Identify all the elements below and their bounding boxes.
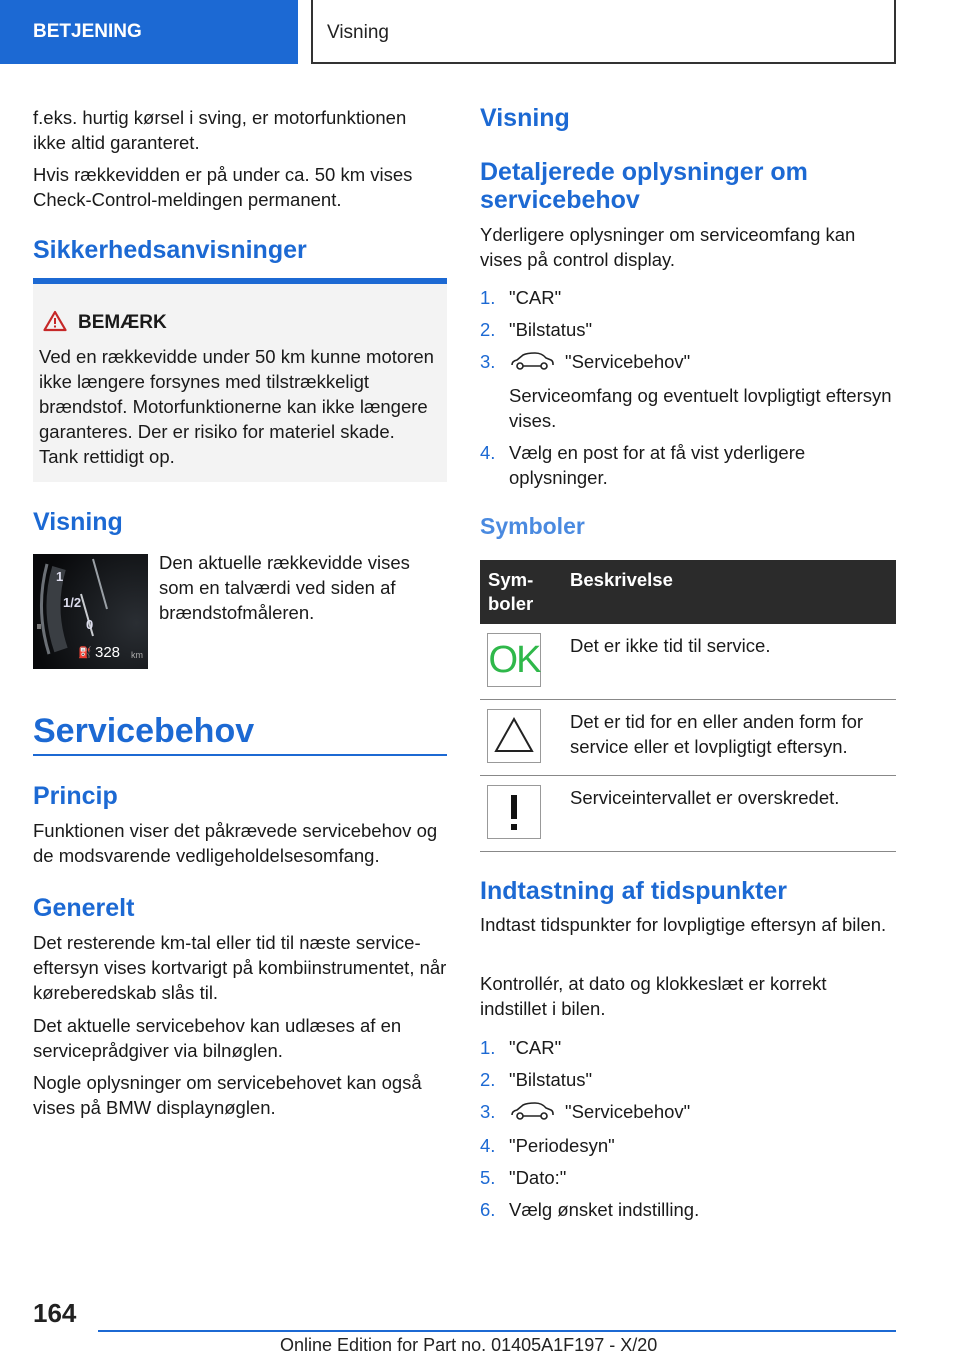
list-number: 4.: [480, 441, 496, 463]
safety-heading: Sikkerhedsanvisninger: [33, 236, 307, 264]
list-text: "Dato:": [509, 1166, 567, 1188]
input-paragraph-1: Indtast tidspunkter for lovpligtige eftersyn af bilen.: [480, 914, 887, 935]
symbols-heading: Symboler: [480, 513, 585, 539]
list-number: 1.: [480, 287, 496, 308]
intro-paragraph-1: f.eks. hurtig kørsel i sving, er motorfunktionen ikke altid garanteret.: [33, 107, 407, 153]
list-item: [480, 1099, 900, 1126]
exclamation-icon: [487, 785, 541, 839]
principle-text: Funktionen viser det påkrævede servicebehov og de modsvarende vedligeholdelsesomfang.: [33, 820, 438, 866]
list-text: "CAR": [509, 1037, 562, 1058]
fuel-gauge-image: [33, 554, 148, 669]
list-item: [480, 1133, 900, 1158]
symbols-table: [480, 560, 896, 852]
display-text: Den aktuelle rækkevidde vises som en talværdi ved siden af brændstofmåleren.: [159, 552, 410, 623]
table-cell-description: Serviceintervallet er overskredet.: [570, 787, 840, 808]
general-paragraph-2: Det aktuelle servicebehov kan udlæses af en serviceрrådgiver via bilnøglen.: [33, 1015, 402, 1061]
gauge-label-0: 0: [86, 617, 94, 632]
list-text: "Bilstatus": [509, 1069, 593, 1090]
list-item: [480, 349, 900, 433]
input-heading: Indtastning af tidspunkter: [480, 877, 787, 905]
list-number: 1.: [480, 1037, 496, 1058]
table-header-description: Beskrivelse: [570, 569, 673, 590]
car-icon: [509, 351, 555, 376]
intro-paragraph-2: Hvis rækkevidden er på under ca. 50 km vises Check-Control-meldingen permanent.: [33, 164, 413, 210]
general-paragraph-1: Det resterende km-tal eller tid til næste service-eftersyn vises kortvarigt på kombiinstrumentet, når kørеberedskab slås til.: [33, 932, 447, 1003]
list-number: 3.: [480, 1101, 496, 1122]
list-item: [480, 285, 900, 310]
chapter-title: Visning: [311, 0, 896, 64]
detail-heading: Detaljerede oplysninger om servicebehov: [480, 158, 808, 214]
table-cell-description: Det er ikke tid til service.: [570, 635, 771, 656]
car-icon: [509, 1101, 555, 1126]
steps-list-2: [480, 1035, 900, 1229]
list-number: 2.: [480, 1069, 496, 1090]
range-value: 328: [95, 644, 121, 661]
list-text: "Bilstatus": [509, 319, 593, 340]
table-row: [480, 776, 896, 852]
table-header-symbols: Sym-boler: [488, 569, 534, 614]
list-text: "Periodesyn": [509, 1134, 615, 1156]
principle-heading: Princip: [33, 782, 118, 810]
section-tab: BETJENING: [0, 0, 298, 64]
ok-icon: [487, 633, 541, 687]
range-unit: km: [131, 650, 143, 660]
page-number: 164: [33, 1298, 77, 1328]
fuel-pump-icon: ⛽: [78, 647, 92, 659]
service-heading: Servicebehov: [33, 712, 255, 750]
gauge-label-half: 1/2: [63, 595, 82, 610]
list-number: 6.: [480, 1198, 496, 1220]
warning-box: [33, 278, 447, 482]
list-number: 3.: [480, 351, 496, 372]
list-number: 4.: [480, 1134, 496, 1156]
list-text: "Servicebehov": [565, 1101, 691, 1122]
list-text: Vælg ønsket indstilling.: [509, 1198, 700, 1220]
list-text: "Servicebehov": [565, 351, 691, 372]
table-row: [480, 624, 896, 700]
list-subtext: Serviceomfang og eventuelt lovpligtigt eftersyn vises.: [509, 384, 892, 431]
general-heading: Generelt: [33, 894, 135, 922]
list-number: 2.: [480, 319, 496, 340]
warning-text: Ved en rækkevidde under 50 km kunne motoren ikke længere forsynes med tilstrækkeligt brændstof. Motorfunktionerne kan ikke længere garanteres. Der er risiko for materiel skade. Tank rettidigt op.: [39, 346, 434, 467]
warning-triangle-icon: [43, 310, 67, 337]
table-cell-description: Det er tid for en eller anden form for service eller et lovpligtigt eftersyn.: [570, 711, 864, 757]
display-heading: Visning: [33, 508, 123, 536]
footer-rule: [98, 1330, 896, 1332]
list-item: [480, 1165, 900, 1190]
list-number: 5.: [480, 1166, 496, 1188]
ok-icon-text: OK: [488, 639, 540, 681]
list-text: Vælg en post for at få vist yderligere oplysninger.: [509, 441, 806, 488]
gauge-label-1: 1: [56, 569, 64, 584]
table-row: [480, 700, 896, 776]
list-item: [480, 1067, 900, 1092]
footer-edition: Online Edition for Part no. 01405A1F197 - X/20: [280, 1335, 658, 1355]
general-paragraph-3: Nogle oplysninger om servicebehovet kan også vises på BMW displaynøglen.: [33, 1072, 422, 1118]
steps-list-1: [480, 285, 900, 497]
detail-text: Yderligere oplysninger om serviceomfang kan vises på control display.: [480, 224, 856, 270]
list-item: [480, 1035, 900, 1060]
list-item: [480, 1197, 900, 1222]
input-paragraph-2: Kontrollér, at dato og klokkeslæt er korrekt indstillet i bilen.: [480, 973, 827, 1019]
list-item: [480, 440, 900, 490]
list-item: [480, 317, 900, 342]
visning-heading: Visning: [480, 104, 570, 132]
list-text: "CAR": [509, 287, 562, 308]
table-header: [480, 560, 896, 624]
service-heading-rule: [33, 754, 447, 756]
warning-triangle-icon: [487, 709, 541, 763]
warning-title: BEMÆRK: [78, 312, 167, 333]
